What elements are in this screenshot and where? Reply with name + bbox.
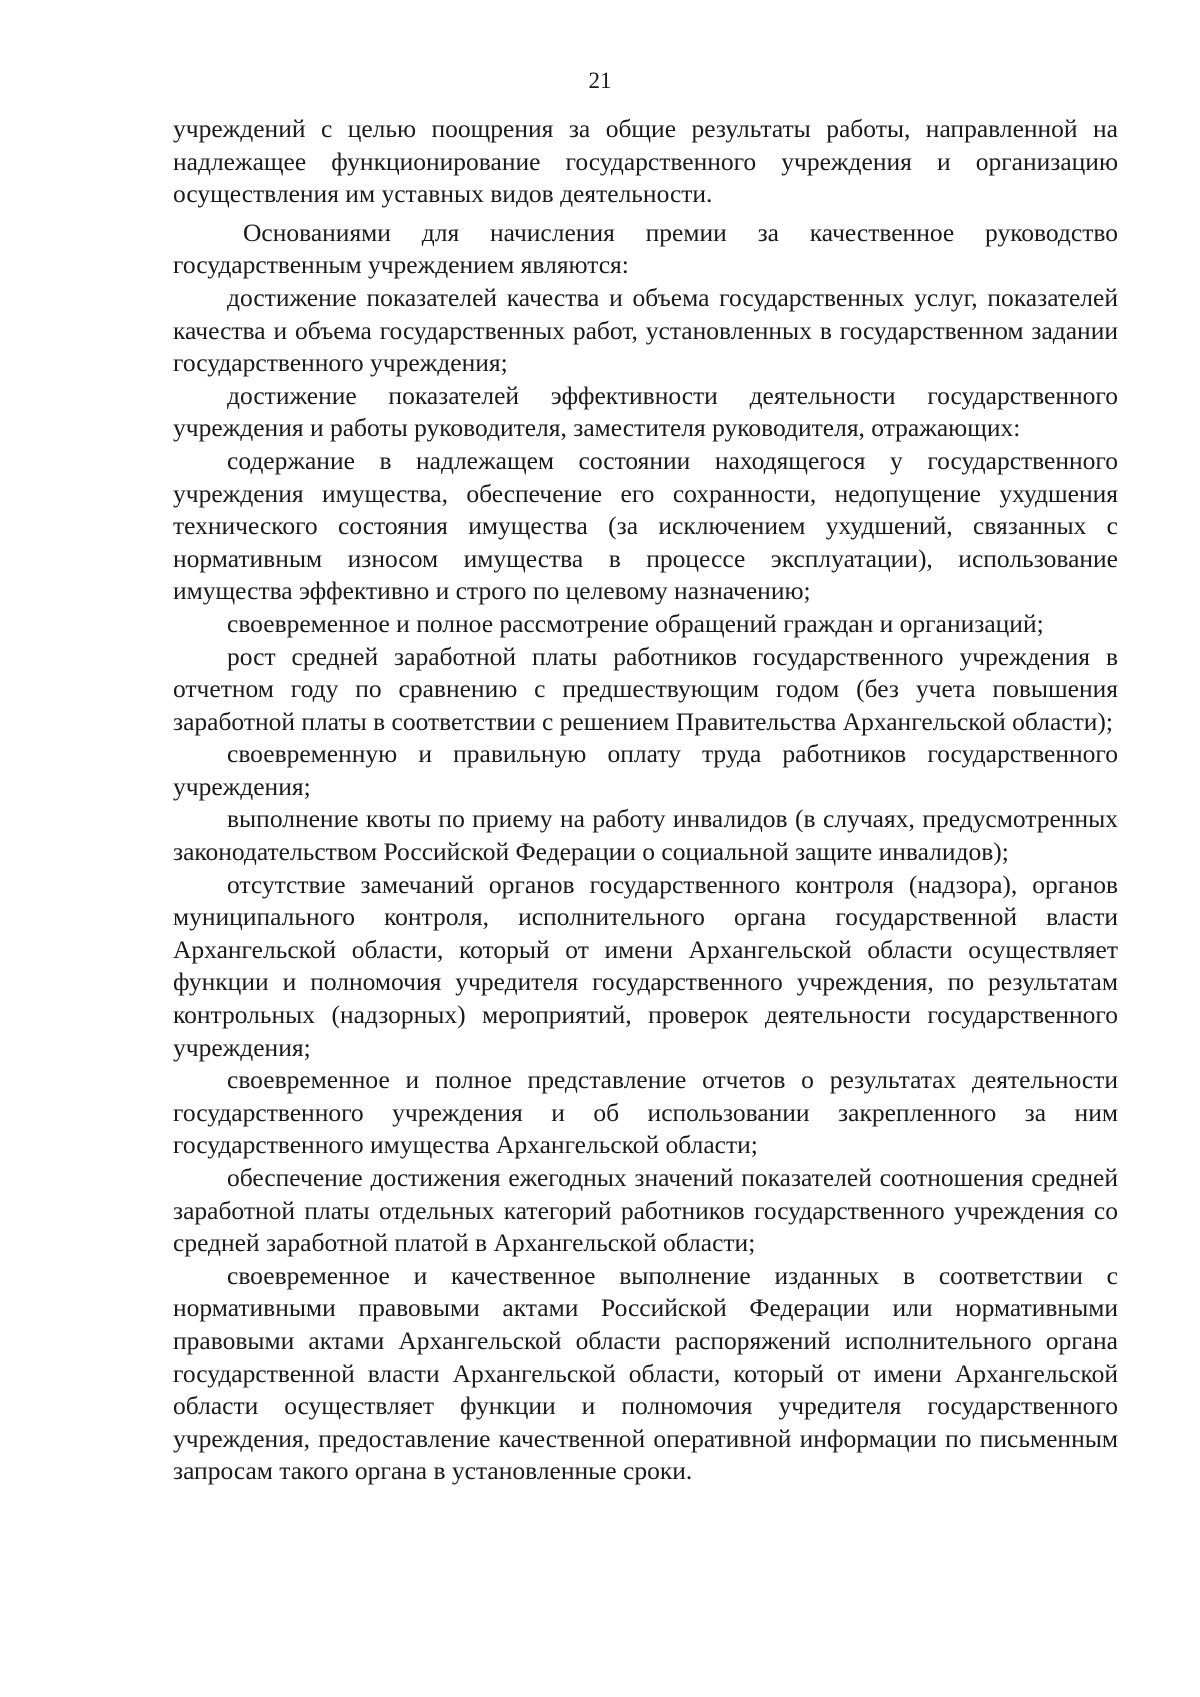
list-item: достижение показателей качества и объема государственных услуг, показателей качества и объема государственных работ, установленных в государственном задании государственного учреждения; bbox=[173, 282, 1118, 378]
list-item: своевременное и качественное выполнение изданных в соответствии с нормативными правовыми актами Российской Федерации или нормативными правовыми актами Архангельской области распоряжений исполнительного органа государственной власти Архангельской области, который от имени Архангельской области осуществляет функции и полномочия учредителя государственного учреждения, предоставление качественной оперативной информации по письменным запросам такого органа в установленные сроки. bbox=[173, 1260, 1118, 1486]
paragraph-premium-grounds: Основаниями для начисления премии за качественное руководство государственным учреждением являются: bbox=[173, 217, 1118, 280]
list-item: рост средней заработной платы работников государственного учреждения в отчетном году по сравнению с предшествующим годом (без учета повышения заработной платы в соответствии с решением Правительства Архангельской области); bbox=[173, 641, 1118, 736]
list-item: отсутствие замечаний органов государственного контроля (надзора), органов муниципального контроля, исполнительного органа государственной власти Архангельской области, который от имени Архангельской области осуществляет функции и полномочия учредителя государственного учреждения, по результатам контрольных (надзорных) мероприятий, проверок деятельности государственного учреждения; bbox=[173, 869, 1118, 1062]
list-item: достижение показателей эффективности деятельности государственного учреждения и работы руководителя, заместителя руководителя, отражающих: bbox=[173, 380, 1118, 443]
paragraph-continuation: учреждений с целью поощрения за общие результаты работы, направленной на надлежащее функционирование государственного учреждения и организацию осуществления им уставных видов деятельности. bbox=[173, 114, 1118, 209]
list-item: своевременную и правильную оплату труда работников государственного учреждения; bbox=[173, 739, 1118, 801]
list-item: выполнение квоты по приему на работу инвалидов (в случаях, предусмотренных законодательством Российской Федерации о социальной защите инвалидов); bbox=[173, 804, 1118, 867]
document-body bbox=[173, 113, 1118, 1488]
list-item: своевременное и полное представление отчетов о результатах деятельности государственного учреждения и об использовании закрепленного за ним государственного имущества Архангельской области; bbox=[173, 1065, 1118, 1160]
list-item: содержание в надлежащем состоянии находящегося у государственного учреждения имущества, обеспечение его сохранности, недопущение ухудшения технического состояния имущества (за исключением ухудшений, связанных с нормативным износом имущества в процессе эксплуатации), использование имущества эффективно и строго по целевому назначению; bbox=[173, 445, 1118, 606]
page-number: 21 bbox=[588, 68, 612, 93]
list-item: своевременное и полное рассмотрение обращений граждан и организаций; bbox=[227, 608, 1044, 638]
list-item: обеспечение достижения ежегодных значений показателей соотношения средней заработной платы отдельных категорий работников государственного учреждения со средней заработной платой в Архангельской области; bbox=[173, 1163, 1118, 1258]
